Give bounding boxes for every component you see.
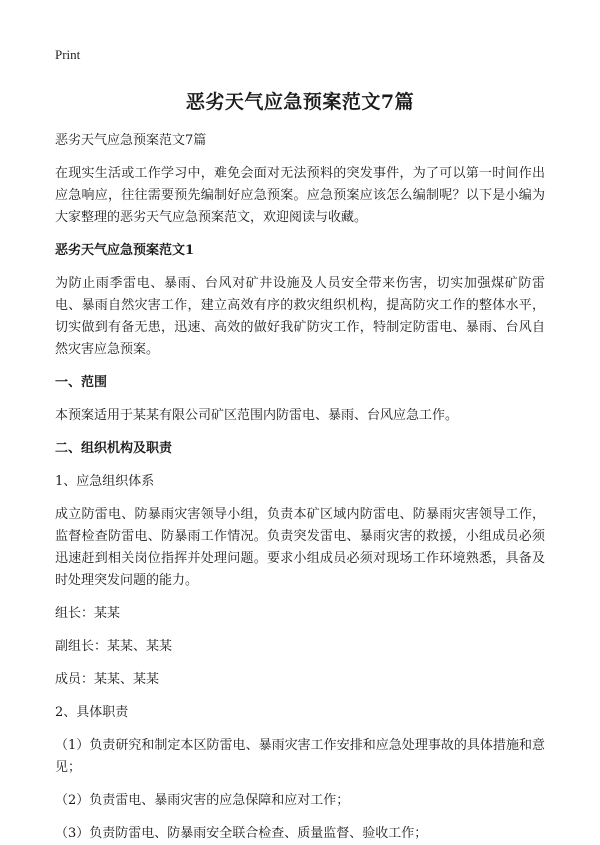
- intro-paragraph: 在现实生活或工作学习中，难免会面对无法预料的突发事件，为了可以第一时间作出应急响应，往往需要预先编制好应急预案。应急预案应该怎么编制呢？以下是小编为大家整理的恶劣天气应急预案范文，欢迎阅读与收藏。: [55, 166, 545, 225]
- vice-leader-line: 副组长：某某、某某: [55, 639, 173, 654]
- org-subheading-1: 1、应急组织体系: [55, 474, 155, 489]
- org-heading: 二、组织机构及职责: [55, 441, 173, 456]
- print-link[interactable]: Print: [55, 47, 81, 62]
- org-subheading-2: 2、具体职责: [55, 705, 129, 720]
- leader-line: 组长：某某: [55, 606, 121, 621]
- scope-paragraph: 本预案适用于某某有限公司矿区范围内防雷电、暴雨、台风应急工作。: [55, 408, 459, 423]
- section1-heading: 恶劣天气应急预案范文1: [55, 243, 195, 258]
- members-line: 成员：某某、某某: [55, 672, 160, 687]
- duty-item-3: （3）负责防雷电、防暴雨安全联合检查、质量监督、验收工作；: [55, 826, 428, 841]
- section1-paragraph: 为防止雨季雷电、暴雨、台风对矿井设施及人员安全带来伤害，切实加强煤矿防雷电、暴雨自然灾害工作，建立高效有序的救灾组织机构，提高防灾工作的整体水平，切实做到有备无患，迅速、高效的做好我矿防灾工作，特制定防雷电、暴雨、台风自然灾害应急预案。: [55, 276, 545, 357]
- page-title: 恶劣天气应急预案范文7篇: [185, 91, 415, 113]
- org-paragraph: 成立防雷电、防暴雨灾害领导小组，负责本矿区域内防雷电、防暴雨灾害领导工作，监督检查防雷电、防暴雨工作情况。负责突发雷电、暴雨灾害的救援，小组成员必须迅速赶到相关岗位指挥并处理问题。要求小组成员必须对现场工作环境熟悉，具备及时处理突发问题的能力。: [55, 507, 545, 588]
- duty-item-2: （2）负责雷电、暴雨灾害的应急保障和应对工作；: [55, 793, 350, 808]
- duty-item-1: （1）负责研究和制定本区防雷电、暴雨灾害工作安排和应急处理事故的具体措施和意见；: [55, 738, 545, 775]
- scope-heading: 一、范围: [55, 375, 108, 390]
- document-subtitle: 恶劣天气应急预案范文7篇: [55, 133, 207, 148]
